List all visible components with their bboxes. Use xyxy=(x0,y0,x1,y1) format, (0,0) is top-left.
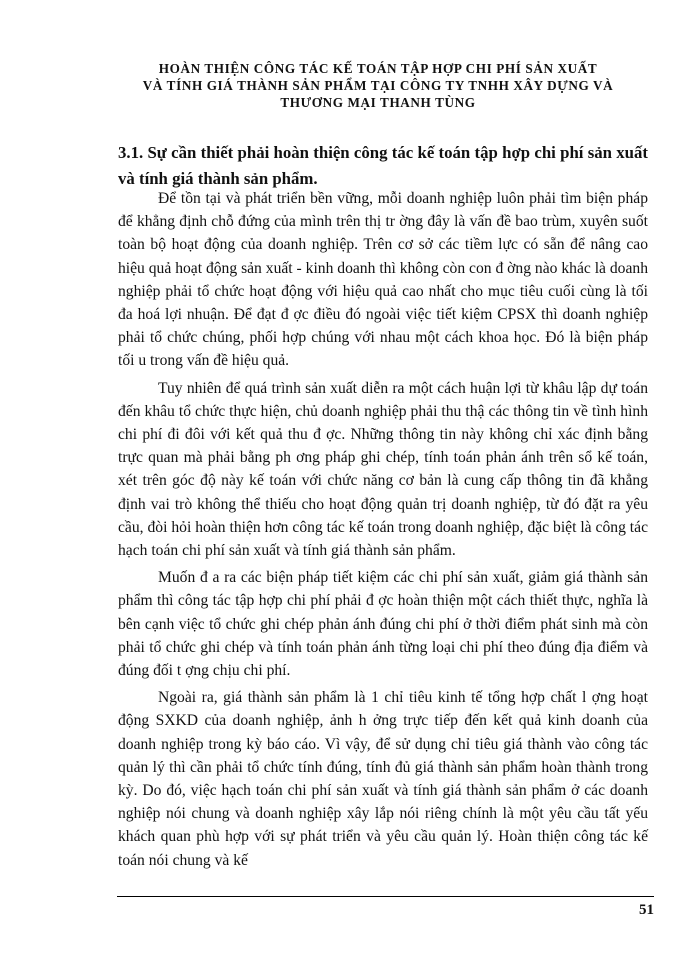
body-text xyxy=(118,187,648,872)
title-line-2: VÀ TÍNH GIÁ THÀNH SẢN PHẨM TẠI CÔNG TY TNHH XÂY DỰNG VÀ xyxy=(142,78,614,93)
footer-divider xyxy=(117,896,654,897)
paragraph-4: Ngoài ra, giá thành sản phẩm là 1 chỉ tiêu kinh tế tổng hợp chất l ợng hoạt động SXKD của doanh nghiệp, ảnh h ởng trực tiếp đến kết quả kinh doanh của doanh nghiệp trong kỳ báo cáo. Vì vậy, để sử dụng chỉ tiêu giá thành vào công tác quản lý thì cần phải tổ chức tính đúng, tính đủ giá thành sản phẩm hoàn thành trong kỳ. Do đó, việc hạch toán chi phí sản xuất và tính giá thành sản phẩm ở các doanh nghiệp nói chung và doanh nghiệp xây lắp nói riêng chính là một yêu cầu tất yếu khách quan phù hợp với sự phát triển và yêu cầu quản lý. Hoàn thiện công tác kế toán nói chung và kế xyxy=(118,689,648,869)
section-heading: 3.1. Sự cần thiết phải hoàn thiện công tác kế toán tập hợp chi phí sản xuất và tính giá thành sản phẩm. xyxy=(118,143,648,188)
title-line-3: THƯƠNG MẠI THANH TÙNG xyxy=(280,95,476,110)
document-title xyxy=(118,60,638,111)
paragraph-3: Muốn đ a ra các biện pháp tiết kiệm các chi phí sản xuất, giảm giá thành sản phẩm thì công tác tập hợp chi phí phải đ ợc hoàn thiện một cách thiết thực, nghĩa là bên cạnh việc tổ chức ghi chép phản ánh đúng chi phí ở thời điểm phát sinh mà còn phải tổ chức ghi chép và tính toán phản ánh từng loại chi phí theo đúng địa điểm và đúng đối t ợng chịu chi phí. xyxy=(118,569,648,680)
paragraph-1: Để tồn tại và phát triển bền vững, mỗi doanh nghiệp luôn phải tìm biện pháp để khẳng định chỗ đứng của mình trên thị tr ờng đây là vấn đề bao trùm, xuyên suốt toàn bộ hoạt động của doanh nghiệp. Trên cơ sở các tiềm lực có sẵn để nâng cao hiệu quả hoạt động sản xuất - kinh doanh thì không còn con đ ờng nào khác là doanh nghiệp phải tổ chức hoạt động với hiệu quả cao nhất cho mục tiêu cuối cùng là tối đa hoá lợi nhuận. Để đạt đ ợc điều đó ngoài việc tiết kiệm CPSX thì doanh nghiệp phải tổ chức chúng, phối hợp chúng với nhau một cách khoa học. Đó là biện pháp tối u trong vấn đề hiệu quả. xyxy=(118,190,648,370)
paragraph-2: Tuy nhiên để quá trình sản xuất diễn ra một cách huận lợi từ khâu lập dự toán đến khâu tổ chức thực hiện, chủ doanh nghiệp phải thu thậ các thông tin về tình hình chi phí đi đôi với kết quả thu đ ợc. Những thông tin này không chỉ xác định bằng trực quan mà phải bằng ph ơng pháp ghi chép, tính toán phản ánh trên sổ kế toán, xét trên góc độ này kế toán với chức năng cơ bản là cung cấp thông tin đã khẳng định vai trò không thể thiếu cho hoạt động quản trị doanh nghiệp, từ đó đặt ra yêu cầu, đòi hỏi hoàn thiện hơn công tác kế toán trong doanh nghiệp, đặc biệt là công tác hạch toán chi phí sản xuất và tính giá thành sản phẩm. xyxy=(118,379,648,560)
title-line-1: HOÀN THIỆN CÔNG TÁC KẾ TOÁN TẬP HỢP CHI PHÍ SẢN XUẤT xyxy=(158,61,598,76)
page-number: 51 xyxy=(639,902,654,918)
